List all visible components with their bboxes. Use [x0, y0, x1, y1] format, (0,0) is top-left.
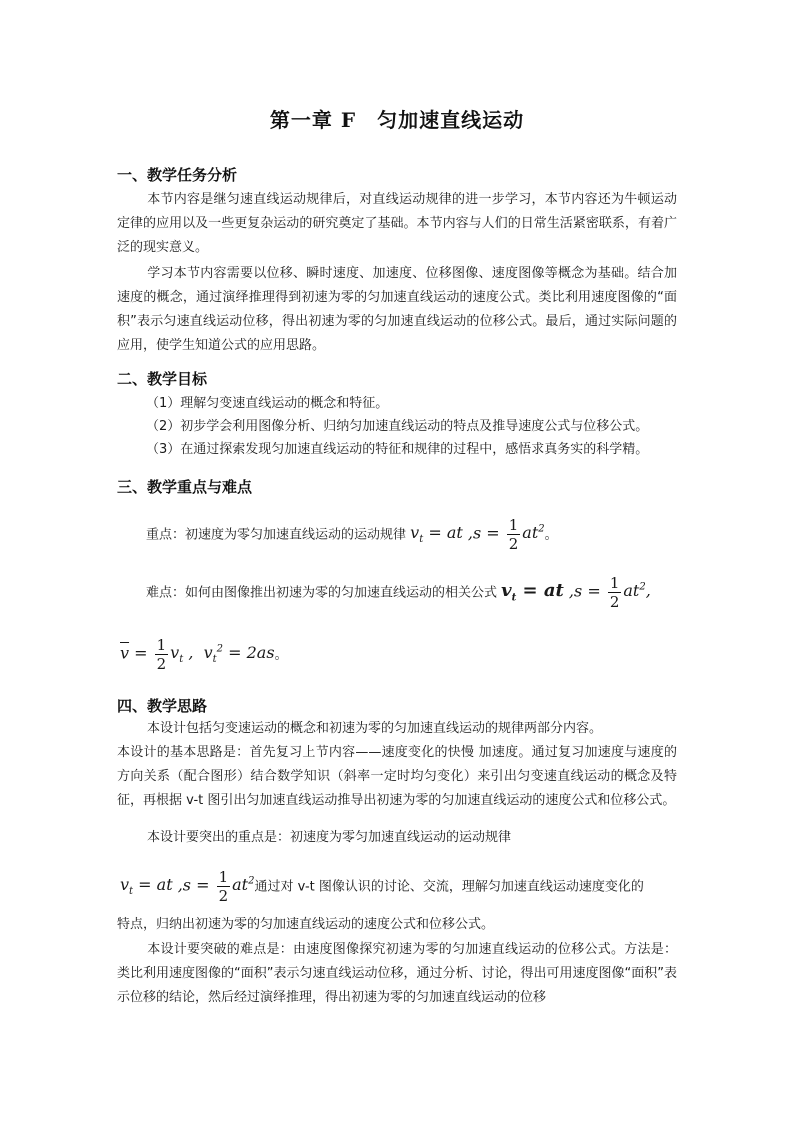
- average-velocity-line: [120, 630, 288, 681]
- key-point-label: 重点：初速度为零匀加速直线运动的运动规律: [146, 527, 407, 543]
- formula-separator: ,s =: [563, 581, 606, 601]
- section-heading-objectives: 二、教学目标: [117, 370, 208, 388]
- fraction-one-half: $\frac{1}{2}$: [508, 516, 519, 554]
- key-point-line: [146, 510, 558, 561]
- displacement-formula: $at^2$: [232, 875, 255, 895]
- paragraph-text: 本节内容是继匀速直线运动规律后，对直线运动规律的进一步学习，本节内容还为牛顿运动定律的应用以及一些更复杂运动的研究奠定了基础。本节内容与人们的日常生活紧密联系，有着广泛的现实意义。: [117, 192, 677, 255]
- section-heading-key-points: 三、教学重点与难点: [117, 478, 253, 496]
- formula-separator: ,s =: [172, 875, 215, 895]
- paragraph-task-analysis-1: [117, 188, 677, 260]
- displacement-formula: $at^2$: [522, 523, 545, 543]
- objective-item-3: （3）在通过探索发现匀加速直线运动的特征和规律的过程中，感悟求真务实的科学精。: [146, 442, 649, 457]
- paragraph-approach-1: [117, 717, 677, 741]
- difficulty-line: [146, 568, 651, 619]
- velocity-formula: $v_t$ = at: [120, 875, 173, 898]
- average-velocity-symbol: $\overline{v}$: [120, 643, 130, 663]
- paragraph-approach-5: [117, 938, 677, 1010]
- fraction-one-half: $\frac{1}{2}$: [156, 636, 167, 674]
- paragraph-approach-2: 本设计的基本思路是：首先复习上节内容——速度变化的快慢 加速度。通过复习加速度与速度的方向关系（配合图形）结合数学知识（斜率一定时均匀变化）来引出匀变速直线运动的概念及特征，再根据 v-t 图引出匀加速直线运动推导出初速为零的匀加速直线运动的速度公式和位移公式。: [117, 745, 677, 808]
- fraction-one-half: $\frac{1}{2}$: [218, 868, 229, 906]
- average-velocity-formula: $v_t$ , $v_t^2 = 2as$: [170, 643, 275, 666]
- sentence-end: 。: [274, 647, 288, 663]
- paragraph-task-analysis-2: [117, 262, 677, 358]
- section-heading-task-analysis: 一、教学任务分析: [117, 166, 238, 184]
- velocity-formula-bold: $v_t$ = at: [501, 580, 564, 604]
- displacement-formula: $at^2$,: [623, 581, 651, 601]
- paragraph-approach-3: [117, 826, 677, 850]
- paragraph-approach-4: 特点，归纳出初速为零的匀加速直线运动的速度公式和位移公式。: [117, 917, 495, 932]
- paragraph-text: 通过对 v-t 图像认识的讨论、交流，理解匀加速直线运动速度变化的: [254, 879, 644, 895]
- paragraph-text: 本设计包括匀变速运动的概念和初速为零的匀加速直线运动的规律两部分内容。: [147, 721, 603, 736]
- formula-separator: ,s =: [462, 523, 505, 543]
- difficulty-label: 难点：如何由图像推出初速为零的匀加速直线运动的相关公式: [146, 585, 498, 601]
- fraction-one-half: $\frac{1}{2}$: [609, 574, 620, 612]
- paragraph-text: 本设计要突出的重点是：初速度为零匀加速直线运动的运动规律: [147, 830, 512, 845]
- equals-sign: =: [129, 643, 153, 663]
- approach-formula-line: [120, 862, 644, 913]
- velocity-formula: $v_t$ = at: [410, 523, 463, 546]
- objective-item-1: （1）理解匀变速直线运动的概念和特征。: [146, 396, 389, 411]
- paragraph-text: 学习本节内容需要以位移、瞬时速度、加速度、位移图像、速度图像等概念为基础。结合加速度的概念，通过演绎推理得到初速为零的匀加速直线运动的速度公式。类比利用速度图像的“面积”表示匀速直线运动位移，得出初速为零的匀加速直线运动的位移公式。最后，通过实际问题的应用，使学生知道公式的应用思路。: [117, 266, 677, 353]
- sentence-end: 。: [544, 527, 558, 543]
- section-heading-teaching-approach: 四、教学思路: [117, 697, 208, 715]
- page-title: 第一章 F 匀加速直线运动: [269, 108, 525, 132]
- objective-item-2: （2）初步学会利用图像分析、归纳匀加速直线运动的特点及推导速度公式与位移公式。: [146, 419, 649, 434]
- paragraph-text: 本设计要突破的难点是：由速度图像探究初速为零的匀加速直线运动的位移公式。方法是：类比利用速度图像的“面积”表示匀速直线运动位移，通过分析、讨论，得出可用速度图像“面积”表示位移的结论，然后经过演绎推理，得出初速为零的匀加速直线运动的位移: [117, 942, 677, 1005]
